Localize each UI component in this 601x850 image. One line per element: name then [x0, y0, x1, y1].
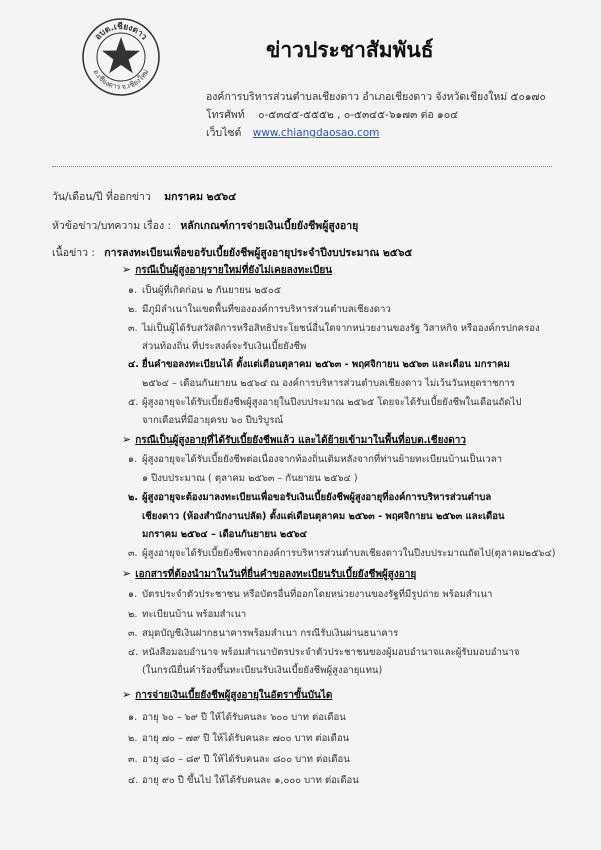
website-link[interactable]: www.chiangdaosao.com: [252, 127, 380, 139]
date-row: [52, 188, 236, 205]
list-item: ๔. อายุ ๙๐ ปี ขึ้นไป ให้ได้รับคนละ ๑,๐๐๐ บาท ต่อเดือน: [128, 775, 359, 786]
topic-label: หัวข้อข่าว/บทความ เรื่อง :: [52, 220, 172, 232]
list-item: จากเดือนที่มีอายุครบ ๖๐ ปีบริบูรณ์: [142, 415, 284, 426]
list-item: เชียงดาว (ห้องสำนักงานปลัด) ตั้งแต่เดือนตุลาคม ๒๕๖๓ - พฤศจิกายน ๒๕๖๓ และเดือน: [142, 511, 505, 522]
list-item: ๕. ผู้สูงอายุจะได้รับเบี้ยยังชีพผู้สูงอายุในปีงบประมาณ ๒๕๖๕ โดยจะได้รับเบี้ยยังชีพในเดือนถัดไป: [128, 397, 522, 408]
header-divider: [52, 166, 552, 167]
date-label: วัน/เดือน/ปี ที่ออกข่าว: [52, 191, 151, 203]
list-item: ๒. ผู้สูงอายุจะต้องมาลงทะเบียนเพื่อขอรับเงินเบี้ยยังชีพผู้สูงอายุที่องค์การบริหารส่วนตำบล: [128, 492, 492, 503]
list-item: มกราคม ๒๕๖๔ – เดือนกันยายน ๒๕๖๔: [142, 529, 307, 540]
topic-value: หลักเกณฑ์การจ่ายเงินเบี้ยยังชีพผู้สูงอายุ: [180, 220, 359, 232]
list-item: ๑. อายุ ๖๐ – ๖๙ ปี ให้ได้รับคนละ ๖๐๐ บาท ต่อเดือน: [128, 712, 346, 723]
arrow-icon: ➢: [122, 263, 132, 276]
seal-bottom-text: อ.เชียงดาว จ.เชียงใหม่: [91, 68, 151, 92]
page-title: ข่าวประชาสัมพันธ์: [266, 38, 434, 62]
content-label: เนื้อข่าว :: [52, 247, 95, 259]
website-label: เว็บไซต์: [206, 127, 242, 139]
section-heading: ➢ กรณีเป็นผู้สูงอายุที่ได้รับเบี้ยยังชีพแล้ว และได้ย้ายเข้ามาในพื้นที่อบต.เชียงดาว: [122, 433, 467, 446]
list-item: ๓. อายุ ๘๐ – ๘๙ ปี ให้ได้รับคนละ ๘๐๐ บาท ต่อเดือน: [128, 754, 350, 765]
list-item: ๑. เป็นผู้ที่เกิดก่อน ๒ กันยายน ๒๕๐๕: [128, 285, 282, 296]
list-item: ๒. อายุ ๗๐ – ๗๙ ปี ให้ได้รับคนละ ๗๐๐ บาท ต่อเดือน: [128, 733, 350, 744]
list-item: ๑. ผู้สูงอายุจะได้รับเบี้ยยังชีพต่อเนื่องจากท้องถิ่นเดิมหลังจากที่ท่านย้ายทะเบียนบ้านเป็นเวลา: [128, 454, 503, 465]
section-heading: ➢ การจ่ายเงินเบี้ยยังชีพผู้สูงอายุในอัตราขั้นบันได: [122, 688, 333, 701]
phone-line: [206, 106, 458, 123]
list-item: ๑ ปีงบประมาณ ( ตุลาคม ๒๕๖๓ – กันยายน ๒๕๖๔ ): [142, 473, 358, 484]
list-item: ๒๕๖๔ – เดือนกันยายน ๒๕๖๔ ณ องค์การบริหารส่วนตำบลเชียงดาว ไม่เว้นวันหยุดราชการ: [142, 378, 515, 389]
section-heading: ➢ เอกสารที่ต้องนำมาในวันที่ยื่นคำขอลงทะเบียนรับเบี้ยยังชีพผู้สูงอายุ: [122, 567, 417, 580]
date-value: มกราคม ๒๕๖๔: [164, 191, 237, 203]
list-item: ๒. ทะเบียนบ้าน พร้อมสำเนา: [128, 609, 247, 620]
topic-row: [52, 217, 358, 234]
list-item: ๓. ไม่เป็นผู้ได้รับสวัสดิการหรือสิทธิประโยชน์อื่นใดจากหน่วยงานของรัฐ วิสาหกิจ หรือองค์กรปกครอง: [128, 323, 540, 334]
list-item: ๑. บัตรประจำตัวประชาชน หรือบัตรอื่นที่ออกโดยหน่วยงานของรัฐที่มีรูปถ่าย พร้อมสำเนา: [128, 589, 493, 600]
content-row: [52, 244, 412, 261]
list-item: ๔. ยื่นคำขอลงทะเบียนได้ ตั้งแต่เดือนตุลาคม ๒๕๖๓ - พฤศจิกายน ๒๕๖๓ และเดือน มกราคม: [128, 359, 510, 370]
seal-top-text: อบต.เชียงดาว: [93, 21, 149, 43]
arrow-icon: ➢: [122, 688, 132, 701]
seal-logo: [81, 17, 161, 97]
org-name: องค์การบริหารส่วนตำบลเชียงดาว อำเภอเชียงดาว จังหวัดเชียงใหม่ ๕๐๑๗๐: [206, 91, 546, 103]
list-item: ส่วนท้องถิ่น ที่ประสงค์จะรับเงินเบี้ยยังชีพ: [142, 341, 307, 352]
website-line: [206, 124, 379, 141]
section-heading: ➢ กรณีเป็นผู้สูงอายุรายใหม่ที่ยังไม่เคยลงทะเบียน: [122, 263, 333, 276]
list-item: ๓. สมุดบัญชีเงินฝากธนาคารพร้อมสำเนา กรณีรับเงินผ่านธนาคาร: [128, 628, 399, 639]
star-icon: [102, 37, 140, 73]
phone-value: ๐-๕๓๔๕-๕๕๕๒ , ๐-๕๓๔๕-๖๑๗๓ ต่อ ๑๐๔: [258, 109, 459, 121]
arrow-icon: ➢: [122, 433, 132, 446]
arrow-icon: ➢: [122, 567, 132, 580]
list-item: ๓. ผู้สูงอายุจะได้รับเบี้ยยังชีพจากองค์การบริหารส่วนตำบลเชียงดาวในปีงบประมาณถัดไป(ตุลาคม๒๕๖๔): [128, 548, 556, 559]
list-item: ๒. มีภูมิลำเนาในเขตพื้นที่ขององค์การบริหารส่วนตำบลเชียงดาว: [128, 304, 391, 315]
svg-text:อ.เชียงดาว จ.เชียงใหม่: [92, 68, 151, 91]
list-item: (ในกรณียื่นคำร้องขึ้นทะเบียนรับเงินเบี้ยยังชีพผู้สูงอายุแทน): [142, 665, 383, 676]
list-item: ๔. หนังสือมอบอำนาจ พร้อมสำเนาบัตรประจำตัวประชาชนของผู้มอบอำนาจและผู้รับมอบอำนาจ: [128, 647, 520, 658]
content-value: การลงทะเบียนเพื่อขอรับเบี้ยยังชีพผู้สูงอายุประจำปีงบประมาณ ๒๕๖๕: [104, 247, 413, 259]
phone-label: โทรศัพท์: [206, 109, 245, 121]
